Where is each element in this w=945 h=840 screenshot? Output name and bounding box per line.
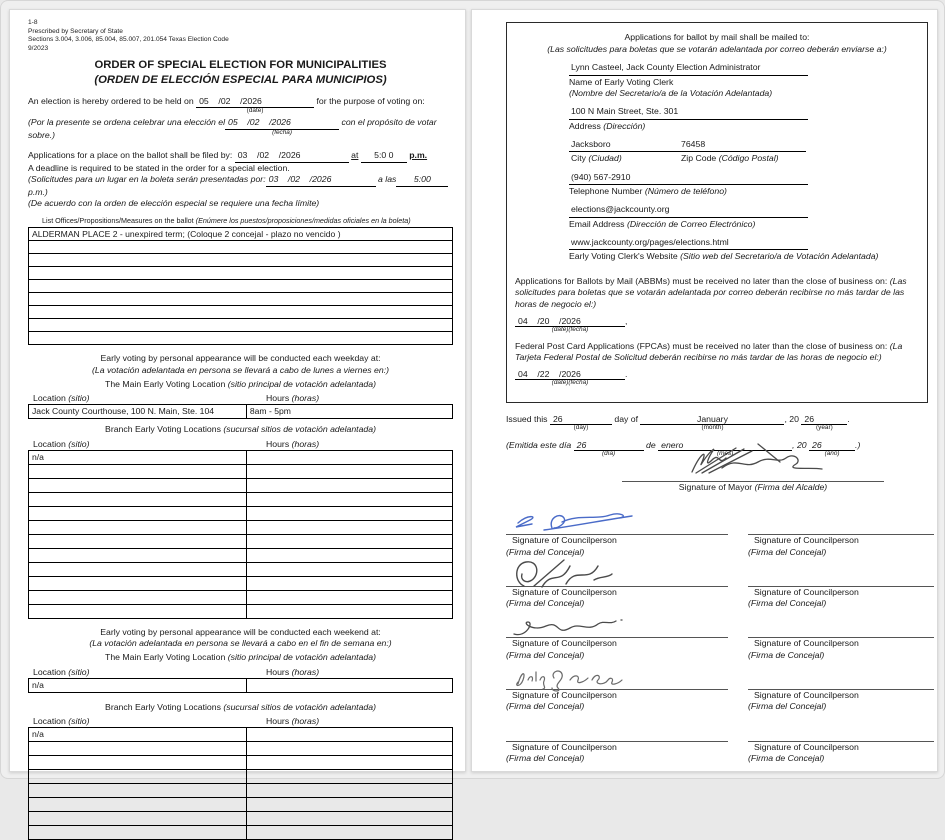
email-field bbox=[569, 204, 919, 230]
issued-mes-field: enero (mes) bbox=[658, 440, 792, 451]
filing-text-en: Applications for a place on the ballot shall be filed by: bbox=[28, 150, 233, 161]
weekday-main-location-heading: The Main Early Voting Location (sitio principal de votación adelantada) bbox=[105, 379, 376, 390]
mayor-signature-label: Signature of Mayor (Firma del Alcalde) bbox=[678, 482, 828, 493]
issued-year-field: 26 (year) bbox=[801, 414, 847, 425]
ordered-text-es-post: con el propósito de votar sobre.) bbox=[28, 117, 437, 140]
phone-value: (940) 567-2910 bbox=[569, 172, 808, 185]
issued-line-es: (Emitida este día 26 (día) de enero (mes) , 20 26 (año) .) bbox=[506, 440, 861, 458]
ballot-row-empty bbox=[29, 306, 452, 319]
councilperson-signature-block: Signature of Councilperson (Firma de Concejal) bbox=[748, 615, 934, 661]
main-location-cell: n/a bbox=[29, 679, 247, 692]
weekend-ev-heading: Early voting by personal appearance will be conducted each weekend at: (La votación adelantada en persona se llevará a cabo en el fin de semana en:) bbox=[89, 626, 392, 649]
table-row bbox=[29, 679, 452, 692]
councilperson-signature-block: Signature of Councilperson (Firma del Concejal) bbox=[748, 667, 934, 713]
table-row bbox=[29, 563, 452, 577]
filing-time-field-es: 5:00 bbox=[396, 174, 448, 186]
ballot-measures-table bbox=[28, 227, 453, 345]
address-value: 100 N Main Street, Ste. 301 bbox=[569, 106, 808, 119]
location-column-header: Location (sitio) bbox=[33, 666, 90, 677]
address-label: Address (Dirección) bbox=[569, 120, 646, 131]
councilperson-signature-block: Signature of Councilperson (Firma del Concejal) bbox=[506, 615, 728, 661]
weekday-ev-heading: Early voting by personal appearance will be conducted each weekday at: (La votación adelantada en persona se llevará a cabo de lunes a viernes en:) bbox=[91, 353, 390, 375]
issued-ano-field: 26 (año) bbox=[809, 440, 855, 451]
table-row bbox=[29, 826, 452, 839]
hours-column-header: Hours (horas) bbox=[266, 393, 320, 404]
ordered-text-es: (Por la presente se ordena celebrar una elección el bbox=[28, 117, 226, 128]
fecha-sublabel: (fecha) bbox=[272, 128, 292, 136]
filing-date-field-es: 03 /02 /2026 bbox=[266, 174, 376, 186]
city-label: City (Ciudad) bbox=[571, 153, 622, 164]
address-field bbox=[569, 106, 919, 132]
branch-location-cell: n/a bbox=[29, 451, 247, 464]
table-row bbox=[29, 756, 452, 770]
location-column-header: Location (sitio) bbox=[33, 393, 90, 404]
table-row bbox=[29, 549, 452, 563]
weekend-branch-locations-table bbox=[28, 727, 453, 840]
page-1-order-of-special-election bbox=[9, 9, 466, 772]
table-row bbox=[29, 451, 452, 465]
election-date-field: 05 /02 /2026 (date) bbox=[196, 96, 314, 108]
ballot-row-empty bbox=[29, 267, 452, 280]
election-ordered-paragraph bbox=[28, 96, 453, 141]
ballot-row-empty bbox=[29, 280, 452, 293]
weekend-main-location-table bbox=[28, 678, 453, 693]
ballot-by-mail-box bbox=[506, 22, 928, 403]
main-hours-cell: 8am - 5pm bbox=[249, 406, 291, 417]
title-spanish: (ORDEN DE ELECCIÓN ESPECIAL PARA MUNICIPIOS) bbox=[94, 73, 387, 86]
councilperson-signature-block: Signature of Councilperson (Firma del Concejal) bbox=[748, 564, 934, 610]
sections-line: Sections 3.004, 3.006, 85.004, 85.007, 201.054 Texas Election Code bbox=[28, 36, 229, 44]
table-row bbox=[29, 479, 452, 493]
councilperson-signature bbox=[510, 664, 630, 692]
table-row bbox=[29, 812, 452, 826]
ballot-row-empty bbox=[29, 293, 452, 306]
table-row bbox=[29, 577, 452, 591]
councilperson-signature-block: Signature of Councilperson (Firma de Concejal) bbox=[748, 719, 934, 765]
filing-deadline-paragraph bbox=[28, 150, 453, 209]
filing-date-field: 03 /02 /2026 bbox=[235, 150, 349, 162]
issued-line-en: Issued this 26 (day) day of January (month) , 20 26 (year) . bbox=[506, 414, 850, 432]
ballot-row-empty bbox=[29, 319, 452, 332]
filing-text-es: (Solicitudes para un lugar en la boleta serán presentadas por: bbox=[28, 174, 266, 185]
filing-deadline-note: A deadline is required to be stated in the order for a special election. bbox=[28, 162, 290, 173]
weekend-branch-column-headers bbox=[28, 716, 453, 727]
prescribed-by-line: Prescribed by Secretary of State bbox=[28, 27, 123, 35]
councilperson-signature bbox=[510, 555, 620, 591]
table-row bbox=[29, 784, 452, 798]
clerk-name-label: Name of Early Voting Clerk (Nombre del Secretario/a de la Votación Adelantada) bbox=[569, 76, 773, 99]
weekday-main-column-headers bbox=[28, 393, 453, 404]
table-row bbox=[29, 605, 452, 618]
weekend-main-column-headers bbox=[28, 667, 453, 678]
table-row bbox=[29, 405, 452, 418]
fpca-deadline-paragraph: Federal Post Card Applications (FPCAs) must be received no later than the close of business on: (La Tarjeta Federal Postal de Solicitud deberán recibirse no más tardar de las horas de negocio el:) bbox=[515, 340, 903, 363]
telephone-field bbox=[569, 172, 919, 198]
table-row bbox=[29, 591, 452, 605]
phone-label: Telephone Number (Número de teléfono) bbox=[569, 185, 727, 196]
city-value: Jacksboro bbox=[571, 139, 611, 150]
table-row bbox=[29, 535, 452, 549]
table-row bbox=[29, 521, 452, 535]
ballot-row-empty bbox=[29, 254, 452, 267]
date-fecha-sublabel: (date)(fecha) bbox=[551, 325, 589, 333]
main-location-cell: Jack County Courthouse, 100 N. Main, Ste. 104 bbox=[29, 405, 247, 418]
table-row bbox=[29, 493, 452, 507]
website-label: Early Voting Clerk's Website (Sitio web del Secretario/a de Votación Adelantada) bbox=[569, 251, 879, 262]
filing-pm-label-es: p.m.) bbox=[28, 186, 48, 197]
table-row bbox=[29, 798, 452, 812]
issued-day-field: 26 (day) bbox=[550, 414, 612, 425]
ballot-row-empty bbox=[29, 241, 452, 254]
councilperson-signature-block: Signature of Councilperson (Firma del Concejal) bbox=[506, 564, 728, 610]
councilperson-signature-block: Signature of Councilperson (Firma del Concejal) bbox=[506, 719, 728, 765]
hours-column-header: Hours (horas) bbox=[266, 715, 320, 726]
email-label: Email Address (Dirección de Correo Electrónico) bbox=[569, 218, 756, 229]
weekend-branch-heading: Branch Early Voting Locations (sucursal sitios de votación adelantada) bbox=[105, 701, 376, 712]
weekday-branch-column-headers bbox=[28, 439, 453, 450]
revision-date: 9/2023 bbox=[28, 44, 49, 52]
hours-column-header: Hours (horas) bbox=[266, 438, 320, 449]
form-reference-block bbox=[28, 19, 453, 53]
election-date-field-es: 05 /02 /2026 (fecha) bbox=[225, 117, 339, 129]
councilperson-signature-blue bbox=[510, 509, 640, 537]
document-title bbox=[28, 58, 453, 87]
councilperson-signature-block: Signature of Councilperson (Firma del Concejal) bbox=[506, 667, 728, 713]
website-field bbox=[569, 237, 919, 263]
clerk-name-value: Lynn Casteel, Jack County Election Administrator bbox=[569, 62, 808, 75]
councilperson-signature bbox=[510, 614, 630, 640]
hours-column-header: Hours (horas) bbox=[266, 666, 320, 677]
location-column-header: Location (sitio) bbox=[33, 715, 90, 726]
mayor-signature-block bbox=[622, 481, 884, 492]
date-sublabel: (date) bbox=[246, 107, 264, 115]
weekday-main-location-table bbox=[28, 404, 453, 419]
filing-time-field: 5:0 0 bbox=[361, 150, 407, 162]
ordered-text-en: An election is hereby ordered to be held on bbox=[28, 95, 194, 106]
mail-box-heading: Applications for ballot by mail shall be mailed to: (Las solicitudes para boletas que se votarán adelantada por correo deberán enviarse a:) bbox=[547, 32, 887, 54]
issued-dia-field: 26 (día) bbox=[574, 440, 644, 451]
issued-month-field: January (month) bbox=[640, 414, 784, 425]
filing-limit-note-es: (De acuerdo con la orden de elección especial se requiere una fecha límite) bbox=[28, 197, 320, 208]
mayor-signature bbox=[662, 442, 832, 478]
fpca-date-line: 04 /22 /2026 (date)(fecha) . bbox=[515, 369, 919, 380]
form-number: 1-8 bbox=[28, 19, 38, 26]
email-value: elections@jackcounty.org bbox=[569, 204, 808, 217]
zip-label: Zip Code (Código Postal) bbox=[681, 153, 779, 164]
weekend-main-location-heading: The Main Early Voting Location (sitio principal de votación adelantada) bbox=[105, 652, 376, 663]
table-row bbox=[29, 770, 452, 784]
filing-at-label: at bbox=[351, 150, 359, 161]
branch-location-cell: n/a bbox=[29, 728, 247, 741]
filing-pm-label: p.m. bbox=[409, 150, 428, 161]
ballot-list-label: List Offices/Propositions/Measures on the ballot (Enúmere los puestos/proposiciones/medidas oficiales en la boleta) bbox=[42, 216, 411, 226]
ballot-row-filled: ALDERMAN PLACE 2 - unexpired term; (Coloque 2 concejal - plazo no vencido ) bbox=[29, 228, 452, 241]
councilperson-signature-grid bbox=[506, 512, 927, 770]
table-row bbox=[29, 742, 452, 756]
table-row bbox=[29, 728, 452, 742]
date-fecha-sublabel: (date)(fecha) bbox=[551, 379, 589, 387]
filing-alas-label: a las bbox=[378, 174, 397, 185]
location-column-header: Location (sitio) bbox=[33, 438, 90, 449]
title-english: ORDER OF SPECIAL ELECTION FOR MUNICIPALITIES bbox=[94, 59, 387, 72]
ballot-row-empty bbox=[29, 332, 452, 344]
early-voting-clerk-field bbox=[569, 62, 919, 99]
city-zip-field bbox=[569, 139, 919, 165]
councilperson-signature-block: Signature of Councilperson (Firma del Concejal) bbox=[748, 512, 934, 558]
fpca-date-field: 04 /22 /2026 (date)(fecha) bbox=[515, 369, 625, 380]
ordered-text-en-post: for the purpose of voting on: bbox=[316, 95, 425, 106]
weekday-branch-heading: Branch Early Voting Locations (sucursal sitios de votación adelantada) bbox=[105, 424, 376, 435]
abbm-deadline-paragraph: Applications for Ballots by Mail (ABBMs) must be received no later than the close of business on: (Las solicitudes para boletas que se votarán adelantada por correo deberán recibirse no más tardar de las horas de negocio el:) bbox=[515, 275, 907, 309]
page-2-ballot-by-mail-and-signatures bbox=[471, 9, 938, 772]
councilperson-signature-block: Signature of Councilperson (Firma del Concejal) bbox=[506, 512, 728, 558]
abbm-date-line: 04 /20 /2026 (date)(fecha) , bbox=[515, 316, 919, 327]
weekday-branch-locations-table bbox=[28, 450, 453, 619]
table-row bbox=[29, 465, 452, 479]
zip-value: 76458 bbox=[681, 139, 706, 150]
abbm-date-field: 04 /20 /2026 (date)(fecha) bbox=[515, 316, 625, 327]
table-row bbox=[29, 507, 452, 521]
website-value: www.jackcounty.org/pages/elections.html bbox=[569, 237, 808, 250]
